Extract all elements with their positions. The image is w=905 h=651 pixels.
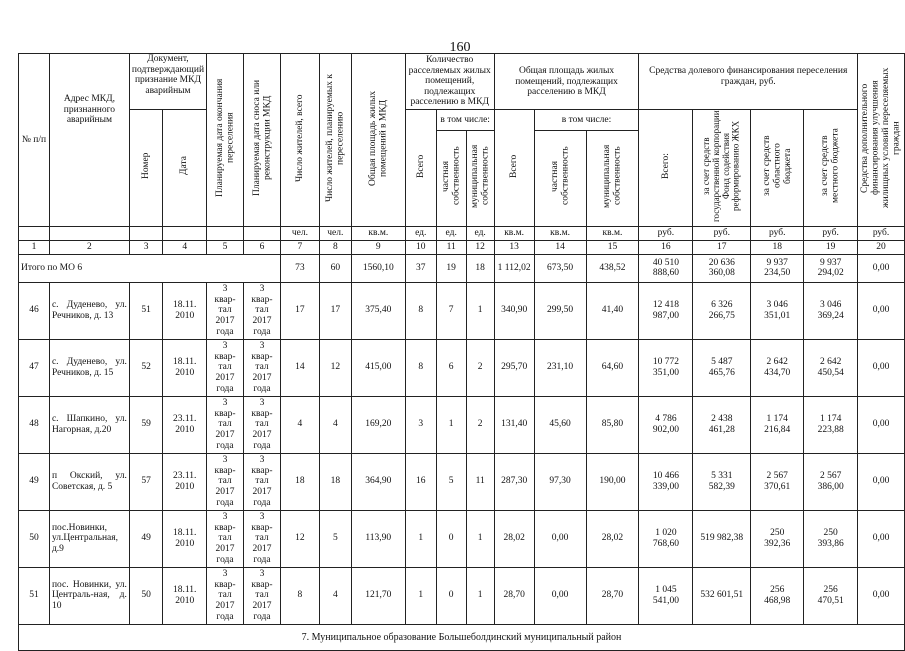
cell-fund-region: 2 567 370,61: [751, 453, 804, 510]
cell-demolish: 3 квар- тал 2017 года: [243, 510, 280, 567]
column-number: 17: [693, 240, 751, 254]
cell-fund-fund: 6 326 266,75: [693, 282, 751, 339]
cell-demolish: 3 квар- тал 2017 года: [243, 567, 280, 624]
cell-fund-total: 10 466 339,00: [639, 453, 693, 510]
total-value: 73: [280, 254, 319, 282]
unit-cell: [49, 226, 129, 240]
cell-area-muni: 41,40: [586, 282, 639, 339]
cell-fund-local: 3 046 369,24: [804, 282, 858, 339]
cell-fund-region: 1 174 216,84: [751, 396, 804, 453]
table-row: [19, 453, 905, 510]
header-residents-planned: Число жителей, планируемых к переселению: [319, 54, 351, 227]
cell-doc-date: 18.11. 2010: [163, 510, 207, 567]
cell-additional: 0,00: [858, 567, 905, 624]
header-area-private: частная собственность: [534, 130, 586, 226]
cell-rooms-muni: 2: [466, 339, 494, 396]
unit-cell: кв.м.: [586, 226, 639, 240]
column-number: 14: [534, 240, 586, 254]
column-number: 8: [319, 240, 351, 254]
column-number: 18: [751, 240, 804, 254]
table-row: [19, 339, 905, 396]
header-rooms-private: частная собственность: [436, 130, 466, 226]
header-area-group: Общая площадь жилых помещений, подлежащих расселению в МКД: [494, 54, 639, 110]
unit-cell: руб.: [751, 226, 804, 240]
cell-res-total: 8: [280, 567, 319, 624]
unit-cell: ед.: [466, 226, 494, 240]
total-value: 438,52: [586, 254, 639, 282]
cell-res-total: 18: [280, 453, 319, 510]
header-address: Адрес МКД, признанного аварийным: [49, 54, 129, 227]
cell-doc-num: 52: [129, 339, 162, 396]
unit-cell: руб.: [639, 226, 693, 240]
header-fund-fund: за счет средств государственной корпорации Фонд содействия реформированию ЖКХ: [693, 110, 751, 227]
cell-res-planned: 5: [319, 510, 351, 567]
cell-fund-region: 2 642 434,70: [751, 339, 804, 396]
cell-address: с. Дуденево, ул. Речников, д. 13: [49, 282, 129, 339]
column-number: 16: [639, 240, 693, 254]
cell-area: 415,00: [351, 339, 405, 396]
cell-rooms-private: 1: [436, 396, 466, 453]
total-row: [19, 254, 905, 282]
cell-doc-date: 18.11. 2010: [163, 339, 207, 396]
column-number: 9: [351, 240, 405, 254]
cell-area-total: 340,90: [494, 282, 534, 339]
column-number: 5: [207, 240, 244, 254]
unit-cell: кв.м.: [534, 226, 586, 240]
cell-area-private: 0,00: [534, 510, 586, 567]
total-value: 1560,10: [351, 254, 405, 282]
cell-address: пос.Новинки, ул.Центральная, д.9: [49, 510, 129, 567]
cell-num: 46: [19, 282, 50, 339]
cell-res-planned: 18: [319, 453, 351, 510]
header-num: № п/п: [19, 54, 50, 227]
cell-resettle: 3 квар- тал 2017 года: [207, 453, 244, 510]
cell-demolish: 3 квар- тал 2017 года: [243, 396, 280, 453]
cell-res-total: 14: [280, 339, 319, 396]
table-body: [19, 282, 905, 624]
cell-rooms-total: 16: [405, 453, 436, 510]
cell-rooms-private: 6: [436, 339, 466, 396]
cell-fund-fund: 5 331 582,39: [693, 453, 751, 510]
unit-cell: ед.: [405, 226, 436, 240]
cell-rooms-muni: 1: [466, 510, 494, 567]
cell-fund-total: 1 020 768,60: [639, 510, 693, 567]
cell-res-planned: 4: [319, 567, 351, 624]
cell-res-total: 17: [280, 282, 319, 339]
cell-area-muni: 28,70: [586, 567, 639, 624]
total-label: Итого по МО 6: [19, 254, 281, 282]
cell-additional: 0,00: [858, 339, 905, 396]
header-rooms-group: Количество расселяемых жилых помещений, подлежащих расселению в МКД: [405, 54, 494, 110]
header-fund-local: за счет средств местного бюджета: [804, 110, 858, 227]
table-row: [19, 567, 905, 624]
total-value: 9 937 234,50: [751, 254, 804, 282]
cell-fund-local: 256 470,51: [804, 567, 858, 624]
unit-cell: кв.м.: [351, 226, 405, 240]
cell-resettle: 3 квар- тал 2017 года: [207, 396, 244, 453]
total-value: 673,50: [534, 254, 586, 282]
header-funding-group: Средства долевого финансирования переселения граждан, руб.: [639, 54, 858, 110]
cell-rooms-muni: 1: [466, 282, 494, 339]
unit-cell: [163, 226, 207, 240]
header-residents-total: Число жителей, всего: [280, 54, 319, 227]
cell-doc-num: 57: [129, 453, 162, 510]
cell-area-muni: 190,00: [586, 453, 639, 510]
column-number: 13: [494, 240, 534, 254]
unit-cell: чел.: [280, 226, 319, 240]
cell-fund-total: 12 418 987,00: [639, 282, 693, 339]
unit-cell: кв.м.: [494, 226, 534, 240]
cell-res-total: 4: [280, 396, 319, 453]
cell-area-total: 287,30: [494, 453, 534, 510]
column-number: 6: [243, 240, 280, 254]
header-rooms-municipal: муниципальная собственность: [466, 130, 494, 226]
total-value: 37: [405, 254, 436, 282]
cell-num: 51: [19, 567, 50, 624]
cell-num: 50: [19, 510, 50, 567]
unit-cell: руб.: [693, 226, 751, 240]
cell-area: 113,90: [351, 510, 405, 567]
header-doc-date: Дата: [163, 110, 207, 227]
column-number: 7: [280, 240, 319, 254]
cell-area-total: 131,40: [494, 396, 534, 453]
cell-fund-region: 3 046 351,01: [751, 282, 804, 339]
header-rooms-total: Всего: [405, 110, 436, 227]
total-value: 40 510 888,60: [639, 254, 693, 282]
header-rooms-incl: в том числе:: [436, 110, 494, 131]
cell-fund-local: 2 567 386,00: [804, 453, 858, 510]
cell-area-private: 45,60: [534, 396, 586, 453]
unit-cell: [243, 226, 280, 240]
header-document: Документ, подтверждающий признание МКД аварийным: [129, 54, 206, 110]
cell-additional: 0,00: [858, 510, 905, 567]
header-planned-resettle: Планируемая дата окончания переселения: [207, 54, 244, 227]
cell-area: 121,70: [351, 567, 405, 624]
cell-address: пос. Новинки, ул. Централь-ная, д. 10: [49, 567, 129, 624]
cell-doc-date: 23.11. 2010: [163, 396, 207, 453]
cell-fund-fund: 532 601,51: [693, 567, 751, 624]
cell-doc-num: 49: [129, 510, 162, 567]
unit-cell: руб.: [858, 226, 905, 240]
cell-resettle: 3 квар- тал 2017 года: [207, 339, 244, 396]
header-fund-region: за счет средств областного бюджета: [751, 110, 804, 227]
cell-res-planned: 4: [319, 396, 351, 453]
cell-fund-total: 4 786 902,00: [639, 396, 693, 453]
cell-fund-local: 1 174 223,88: [804, 396, 858, 453]
unit-cell: [207, 226, 244, 240]
header-area-incl: в том числе:: [534, 110, 639, 131]
cell-resettle: 3 квар- тал 2017 года: [207, 567, 244, 624]
total-value: 9 937 294,02: [804, 254, 858, 282]
cell-resettle: 3 квар- тал 2017 года: [207, 510, 244, 567]
cell-doc-date: 18.11. 2010: [163, 282, 207, 339]
cell-address: п Окский, ул. Советская, д. 5: [49, 453, 129, 510]
cell-fund-fund: 2 438 461,28: [693, 396, 751, 453]
cell-fund-fund: 5 487 465,76: [693, 339, 751, 396]
header-doc-number: Номер: [129, 110, 162, 227]
cell-demolish: 3 квар- тал 2017 года: [243, 282, 280, 339]
cell-res-planned: 17: [319, 282, 351, 339]
cell-rooms-total: 1: [405, 567, 436, 624]
header-area-municipal: муниципальная собственность: [586, 130, 639, 226]
section-footer: 7. Муниципальное образование Большеболдинский муниципальный район: [19, 624, 905, 650]
cell-fund-fund: 519 982,38: [693, 510, 751, 567]
cell-fund-local: 2 642 450,54: [804, 339, 858, 396]
header-fund-total: Всего:: [639, 110, 693, 227]
unit-cell: руб.: [804, 226, 858, 240]
cell-area: 364,90: [351, 453, 405, 510]
cell-area-total: 28,70: [494, 567, 534, 624]
cell-rooms-total: 8: [405, 339, 436, 396]
cell-num: 48: [19, 396, 50, 453]
total-value: 19: [436, 254, 466, 282]
unit-cell: [19, 226, 50, 240]
cell-rooms-total: 8: [405, 282, 436, 339]
cell-doc-date: 18.11. 2010: [163, 567, 207, 624]
cell-rooms-muni: 11: [466, 453, 494, 510]
cell-area-private: 97,30: [534, 453, 586, 510]
cell-additional: 0,00: [858, 282, 905, 339]
cell-rooms-private: 7: [436, 282, 466, 339]
cell-rooms-muni: 2: [466, 396, 494, 453]
page-number: 160: [449, 40, 471, 55]
cell-demolish: 3 квар- тал 2017 года: [243, 339, 280, 396]
total-value: 60: [319, 254, 351, 282]
unit-cell: чел.: [319, 226, 351, 240]
header-area-total: Всего: [494, 110, 534, 227]
column-number: 12: [466, 240, 494, 254]
cell-num: 47: [19, 339, 50, 396]
cell-fund-region: 250 392,36: [751, 510, 804, 567]
table-row: [19, 282, 905, 339]
cell-area-muni: 64,60: [586, 339, 639, 396]
cell-rooms-total: 3: [405, 396, 436, 453]
column-number: 1: [19, 240, 50, 254]
cell-area-muni: 85,80: [586, 396, 639, 453]
units-row: [19, 226, 905, 240]
cell-fund-total: 1 045 541,00: [639, 567, 693, 624]
cell-rooms-muni: 1: [466, 567, 494, 624]
cell-area: 375,40: [351, 282, 405, 339]
column-number: 15: [586, 240, 639, 254]
unit-cell: ед.: [436, 226, 466, 240]
cell-fund-total: 10 772 351,00: [639, 339, 693, 396]
cell-resettle: 3 квар- тал 2017 года: [207, 282, 244, 339]
cell-res-planned: 12: [319, 339, 351, 396]
total-value: 0,00: [858, 254, 905, 282]
cell-res-total: 12: [280, 510, 319, 567]
total-value: 1 112,02: [494, 254, 534, 282]
cell-area: 169,20: [351, 396, 405, 453]
cell-additional: 0,00: [858, 396, 905, 453]
cell-doc-date: 23.11. 2010: [163, 453, 207, 510]
cell-doc-num: 59: [129, 396, 162, 453]
cell-rooms-total: 1: [405, 510, 436, 567]
cell-rooms-private: 0: [436, 510, 466, 567]
cell-address: с. Дуденево, ул. Речников, д. 15: [49, 339, 129, 396]
cell-doc-num: 50: [129, 567, 162, 624]
total-value: 20 636 360,08: [693, 254, 751, 282]
column-number: 3: [129, 240, 162, 254]
resettlement-table: [18, 53, 905, 651]
cell-rooms-private: 5: [436, 453, 466, 510]
unit-cell: [129, 226, 162, 240]
column-number: 4: [163, 240, 207, 254]
column-number: 19: [804, 240, 858, 254]
header-additional: Средства дополнительного финансирования улучшения жилищных условий переселяемых граждан: [858, 54, 905, 227]
cell-area-private: 231,10: [534, 339, 586, 396]
total-value: 18: [466, 254, 494, 282]
cell-area-total: 295,70: [494, 339, 534, 396]
cell-doc-num: 51: [129, 282, 162, 339]
column-number: 2: [49, 240, 129, 254]
column-number: 10: [405, 240, 436, 254]
header-total-area: Общая площадь жилых помещений в МКД: [351, 54, 405, 227]
cell-num: 49: [19, 453, 50, 510]
header-planned-demolish: Планируемая дата сноса или реконструкции МКД: [243, 54, 280, 227]
cell-demolish: 3 квар- тал 2017 года: [243, 453, 280, 510]
cell-rooms-private: 0: [436, 567, 466, 624]
table-row: [19, 396, 905, 453]
cell-fund-region: 256 468,98: [751, 567, 804, 624]
table-row: [19, 510, 905, 567]
cell-area-private: 299,50: [534, 282, 586, 339]
cell-area-private: 0,00: [534, 567, 586, 624]
column-number: 11: [436, 240, 466, 254]
cell-additional: 0,00: [858, 453, 905, 510]
cell-address: с. Шапкино, ул. Нагорная, д.20: [49, 396, 129, 453]
cell-area-total: 28,02: [494, 510, 534, 567]
cell-area-muni: 28,02: [586, 510, 639, 567]
cell-fund-local: 250 393,86: [804, 510, 858, 567]
column-numbers-row: [19, 240, 905, 254]
column-number: 20: [858, 240, 905, 254]
table-header: [19, 54, 905, 283]
